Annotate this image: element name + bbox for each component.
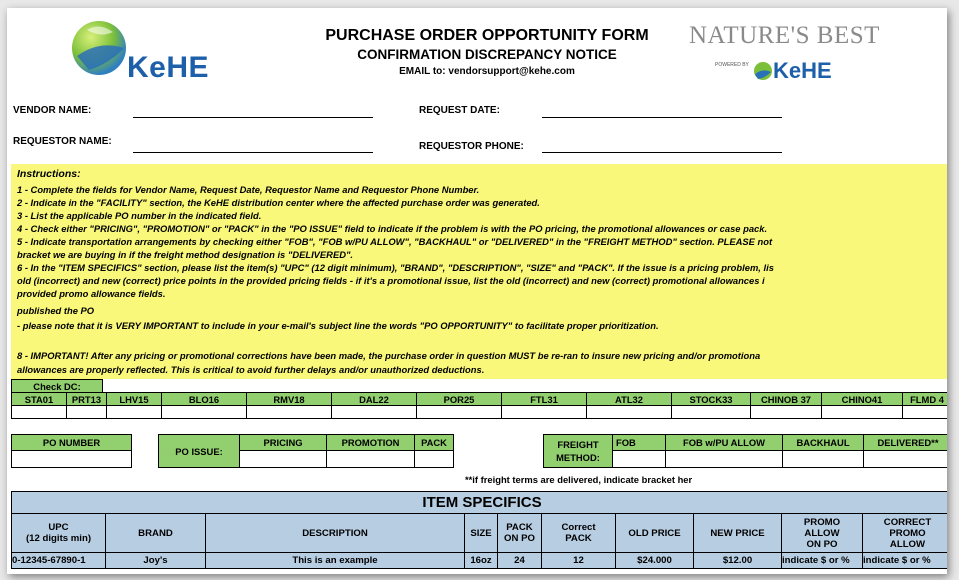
dc-checkbox[interactable]	[246, 405, 332, 419]
instruction-line: 6 - In the "ITEM SPECIFICS" section, please list the item(s) "UPC" (12 digit minimum), "BRAND", "DESCRIPTION", "SIZE" and "PACK". If the issue is a pricing problem, lis	[17, 262, 774, 273]
col-old-price: OLD PRICE	[615, 513, 694, 553]
freight-label-line2: METHOD:	[556, 452, 600, 463]
natures-best-logo-text: NATURE'S BEST	[689, 22, 880, 49]
col-upc: UPC (12 digits min)	[11, 513, 106, 553]
instruction-line: 4 - Check either "PRICING", "PROMOTION" or "PACK" in the "PO ISSUE" field to indicate if the problem is with the PO pricing, the promotional allowances or case pack.	[17, 223, 768, 234]
dc-code: CHINO41	[821, 392, 903, 406]
table-cell-old-price[interactable]: $24.000	[615, 552, 694, 569]
dc-checkbox[interactable]	[501, 405, 587, 419]
table-cell-description[interactable]: This is an example	[205, 552, 465, 569]
item-specifics-title: ITEM SPECIFICS	[11, 491, 947, 514]
col-pack-on-po: PACK ON PO	[497, 513, 542, 553]
instruction-line: - please note that it is VERY IMPORTANT to include in your e-mail's subject line the words "PO OPPORTUNITY" to facilitate proper prioritization.	[17, 320, 659, 331]
instruction-line: 1 - Complete the fields for Vendor Name, Request Date, Requestor Name and Requestor Phone Number.	[17, 184, 480, 195]
freight-note: **if freight terms are delivered, indicate bracket her	[465, 474, 693, 485]
dc-checkbox[interactable]	[902, 405, 947, 419]
backhaul-checkbox[interactable]	[782, 450, 864, 468]
col-brand: BRAND	[105, 513, 206, 553]
col-description: DESCRIPTION	[205, 513, 465, 553]
dc-code: STA01	[11, 392, 67, 406]
kehe-small-logo-text: KeHE	[773, 58, 832, 83]
table-cell-brand[interactable]: Joy's	[105, 552, 206, 569]
dc-code: BLO16	[161, 392, 247, 406]
dc-code: PRT13	[66, 392, 107, 406]
instruction-line: 3 - List the applicable PO number in the indicated field.	[17, 210, 262, 221]
col-promo-allow-on-po: PROMO ALLOW ON PO	[781, 513, 863, 553]
check-dc-label: Check DC:	[11, 379, 103, 393]
dc-checkbox[interactable]	[671, 405, 751, 419]
dc-code: ATL32	[586, 392, 672, 406]
request-date-label: REQUEST DATE:	[419, 105, 500, 116]
requestor-phone-label: REQUESTOR PHONE:	[419, 141, 524, 152]
freight-fob-pu-allow: FOB w/PU ALLOW	[665, 434, 783, 451]
fob-checkbox[interactable]	[612, 450, 666, 468]
dc-code: POR25	[416, 392, 502, 406]
col-size: SIZE	[464, 513, 498, 553]
dc-checkbox[interactable]	[586, 405, 672, 419]
freight-label-line1: FREIGHT	[557, 439, 599, 450]
instructions-panel	[11, 164, 947, 379]
instruction-line: 5 - Indicate transportation arrangements by checking either "FOB", "FOB w/PU ALLOW", "BACKHAUL" or "DELIVERED" in the "FREIGHT METHOD" section. PLEASE not	[17, 236, 773, 247]
table-cell-pack-on-po[interactable]: 24	[497, 552, 542, 569]
dc-code: LHV15	[106, 392, 162, 406]
dc-code: STOCK33	[671, 392, 751, 406]
dc-code: DAL22	[331, 392, 417, 406]
form-sheet	[7, 8, 947, 574]
dc-checkbox[interactable]	[821, 405, 903, 419]
freight-backhaul: BACKHAUL	[782, 434, 864, 451]
po-issue-pricing: PRICING	[239, 434, 327, 451]
dc-checkbox[interactable]	[11, 405, 67, 419]
instruction-line: 8 - IMPORTANT! After any pricing or promotional corrections have been made, the purchase order in question MUST be re-ran to insure new pricing and/or promotiona	[17, 350, 761, 361]
table-cell-correct-promo[interactable]: indicate $ or %	[862, 552, 947, 569]
instruction-line: allowances are properly reflected. This is critical to avoid further delays and/or unauthorized deductions.	[17, 364, 485, 375]
col-new-price: NEW PRICE	[693, 513, 782, 553]
form-subtitle: CONFIRMATION DISCREPANCY NOTICE	[357, 47, 617, 62]
kehe-small-globe-icon	[753, 60, 773, 82]
requestor-phone-field[interactable]	[542, 152, 782, 153]
dc-checkbox[interactable]	[750, 405, 822, 419]
po-number-label: PO NUMBER	[11, 434, 132, 451]
form-title: PURCHASE ORDER OPPORTUNITY FORM	[325, 27, 649, 44]
dc-checkbox[interactable]	[331, 405, 417, 419]
dc-checkbox[interactable]	[161, 405, 247, 419]
instruction-line: old (incorrect) and new (correct) price points in the provided pricing fields - if it's a promotional issue, list the old (incorrect) and new (correct) promotional allowances i	[17, 275, 765, 286]
table-cell-size[interactable]: 16oz	[464, 552, 498, 569]
kehe-logo-text: KeHE	[127, 51, 210, 84]
promotion-checkbox[interactable]	[326, 450, 415, 468]
po-issue-pack: PACK	[414, 434, 454, 451]
requestor-name-label: REQUESTOR NAME:	[13, 136, 112, 147]
table-cell-upc[interactable]: 0-12345-67890-1	[11, 552, 106, 569]
col-correct-pack: Correct PACK	[541, 513, 616, 553]
email-line: EMAIL to: vendorsupport@kehe.com	[399, 66, 575, 77]
table-cell-new-price[interactable]: $12.00	[693, 552, 782, 569]
pricing-checkbox[interactable]	[239, 450, 327, 468]
dc-checkbox[interactable]	[416, 405, 502, 419]
table-cell-correct-pack[interactable]: 12	[541, 552, 616, 569]
freight-method-label	[543, 434, 613, 468]
dc-code: FTL31	[501, 392, 587, 406]
dc-checkbox[interactable]	[106, 405, 162, 419]
table-cell-promo-allow[interactable]: indicate $ or %	[781, 552, 863, 569]
freight-fob: FOB	[612, 434, 666, 451]
dc-code: CHINOB 37	[750, 392, 822, 406]
vendor-name-field[interactable]	[133, 117, 373, 118]
requestor-name-field[interactable]	[133, 152, 373, 153]
kehe-globe-logo-icon	[69, 18, 129, 80]
powered-by-text: POWERED BY	[715, 62, 749, 68]
po-issue-promotion: PROMOTION	[326, 434, 415, 451]
pack-checkbox[interactable]	[414, 450, 454, 468]
dc-code: FLMD 4	[902, 392, 947, 406]
request-date-field[interactable]	[542, 117, 782, 118]
instruction-line: provided promo allowance fields.	[17, 288, 166, 299]
dc-code: RMV18	[246, 392, 332, 406]
instruction-line: 2 - Indicate in the "FACILITY" section, the KeHE distribution center where the affected purchase order was generated.	[17, 197, 540, 208]
vendor-name-label: VENDOR NAME:	[13, 105, 92, 116]
instruction-line: bracket we are buying in if the freight method designation is "DELIVERED".	[17, 249, 354, 260]
po-number-field[interactable]	[11, 450, 132, 468]
instructions-heading: Instructions:	[17, 168, 81, 180]
fob-pu-allow-checkbox[interactable]	[665, 450, 783, 468]
dc-checkbox[interactable]	[66, 405, 107, 419]
freight-delivered: DELIVERED**	[863, 434, 947, 451]
delivered-checkbox[interactable]	[863, 450, 947, 468]
col-correct-promo-allow: CORRECT PROMO ALLOW	[862, 513, 947, 553]
po-issue-label: PO ISSUE:	[158, 434, 240, 468]
instruction-line: published the PO	[17, 305, 95, 316]
